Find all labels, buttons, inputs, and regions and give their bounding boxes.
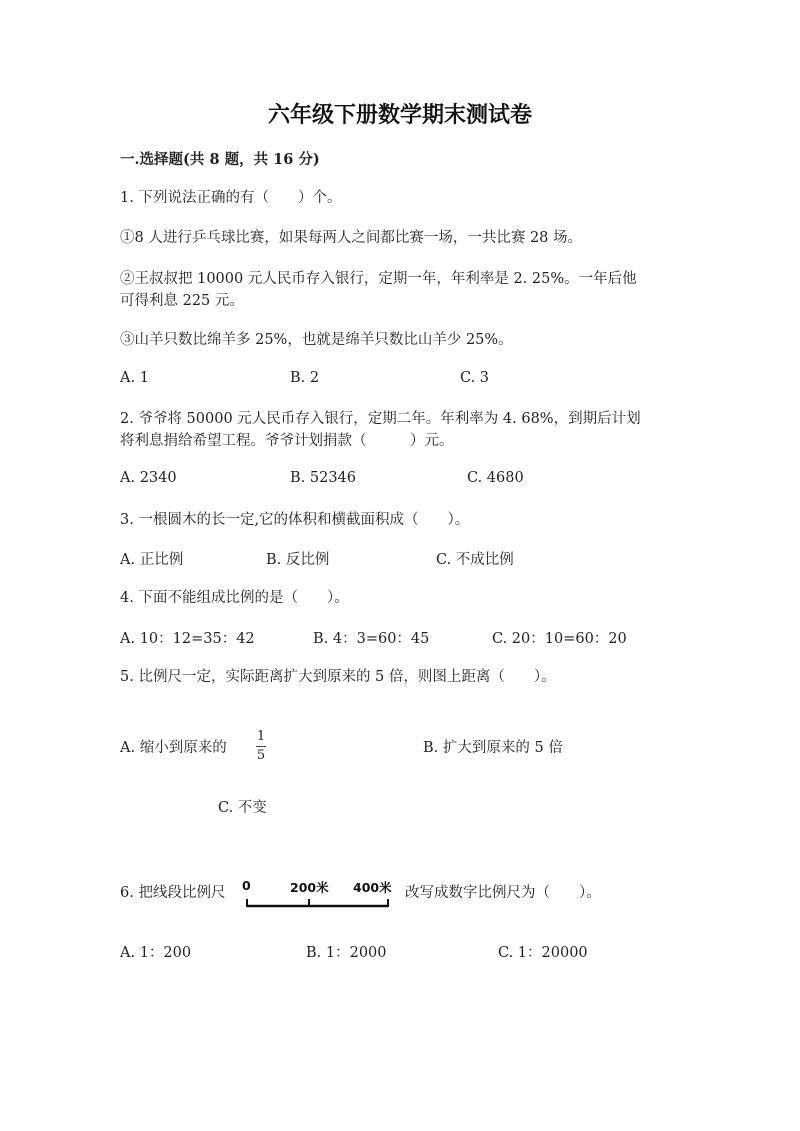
scale-label-400: 400米 — [353, 880, 392, 895]
q2-option-a: A. 2340 — [120, 470, 177, 486]
q6-stem-suffix: 改写成数字比例尺为（ ）。 — [405, 885, 601, 901]
q5-option-c: C. 不变 — [218, 800, 267, 816]
q3-stem: 3. 一根圆木的长一定,它的体积和横截面积成（ ）。 — [120, 512, 470, 528]
q2-option-b: B. 52346 — [290, 470, 357, 486]
q3-option-b: B. 反比例 — [266, 552, 330, 568]
scale-label-200: 200米 — [290, 880, 329, 895]
q1-option-c: C. 3 — [460, 370, 490, 386]
scale-label-0: 0 — [242, 878, 251, 893]
fraction-numerator: 1 — [256, 729, 266, 744]
q2-option-c: C. 4680 — [467, 470, 524, 486]
line-scale-diagram — [240, 876, 400, 910]
q3-option-c: C. 不成比例 — [436, 552, 514, 568]
q5-stem: 5. 比例尺一定，实际距离扩大到原来的 5 倍，则图上距离（ ）。 — [120, 669, 556, 685]
q5-option-a: A. 缩小到原来的 — [120, 740, 227, 756]
q3-option-a: A. 正比例 — [120, 552, 184, 568]
q5-option-b: B. 扩大到原来的 5 倍 — [423, 740, 563, 756]
q2-stem-line1: 2. 爷爷将 50000 元人民币存入银行，定期二年。年利率为 4. 68%，到期后计划 — [120, 411, 641, 427]
fraction-denominator: 5 — [256, 748, 266, 763]
q6-option-c: C. 1：20000 — [498, 945, 588, 961]
q1-stem: 1. 下列说法正确的有（ ）个。 — [120, 190, 342, 206]
scale-bar — [240, 896, 400, 910]
q5-fraction — [256, 730, 266, 763]
q1-statement-3: ③山羊只数比绵羊多 25%，也就是绵羊只数比山羊少 25%。 — [120, 332, 513, 348]
page-title: 六年级下册数学期末测试卷 — [267, 102, 532, 128]
section-heading: 一.选择题(共 8 题，共 16 分) — [120, 151, 320, 168]
q4-option-c: C. 20：10=60：20 — [492, 631, 627, 647]
q6-stem-prefix: 6. 把线段比例尺 — [120, 885, 226, 901]
q1-statement-2-line2: 可得利息 225 元。 — [120, 293, 244, 309]
q4-stem: 4. 下面不能组成比例的是（ ）。 — [120, 590, 349, 606]
q1-option-b: B. 2 — [290, 370, 320, 386]
q4-option-b: B. 4：3=60：45 — [313, 631, 430, 647]
q2-stem-line2: 将利息捐给希望工程。爷爷计划捐款（ ）元。 — [120, 433, 454, 449]
q1-option-a: A. 1 — [120, 370, 149, 386]
fraction-bar — [256, 746, 266, 747]
q4-option-a: A. 10：12=35：42 — [120, 631, 255, 647]
q1-statement-1: ①8 人进行乒乓球比赛，如果每两人之间都比赛一场，一共比赛 28 场。 — [120, 230, 583, 246]
q6-option-b: B. 1：2000 — [306, 945, 387, 961]
q6-option-a: A. 1：200 — [120, 945, 192, 961]
q1-statement-2-line1: ②王叔叔把 10000 元人民币存入银行，定期一年，年利率是 2. 25%。一年后他 — [120, 271, 637, 287]
